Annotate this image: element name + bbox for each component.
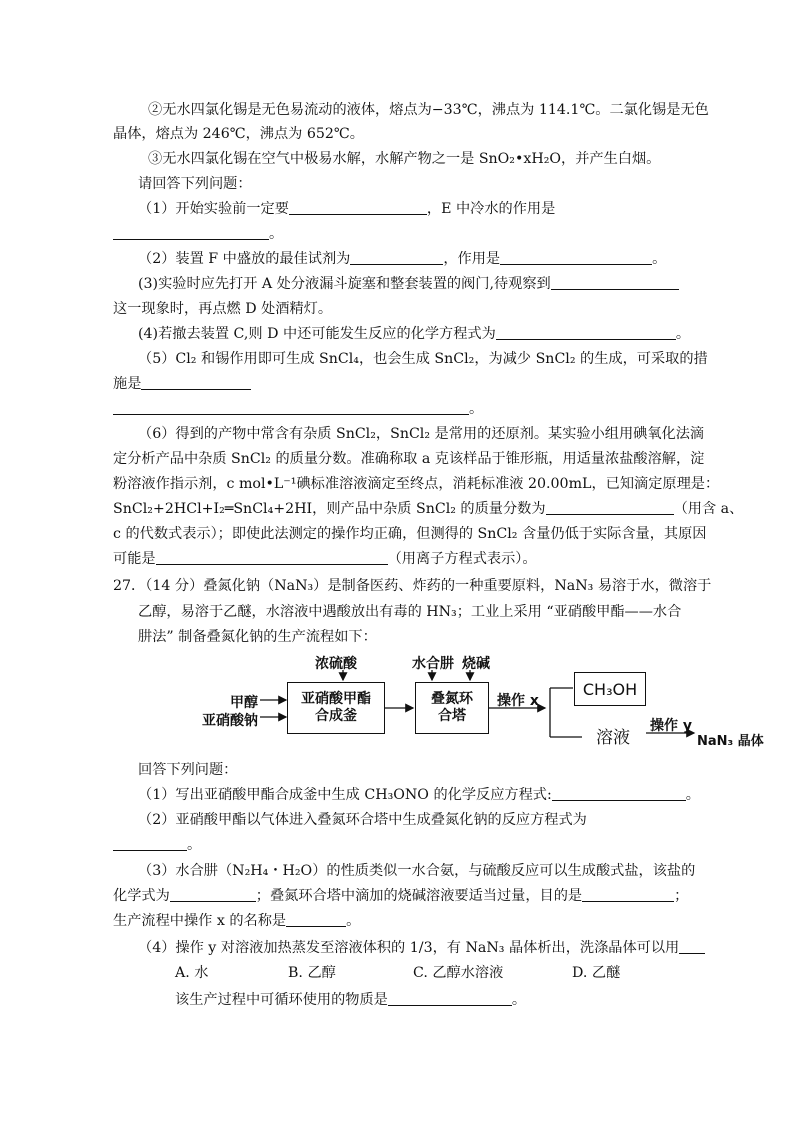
answer-blank[interactable]	[286, 911, 346, 927]
reactor-methyl-nitrite: 亚硝酸甲酯 合成釜	[287, 682, 385, 734]
operation-x-label: 操作 x	[497, 693, 539, 709]
note-2-line-1: ②无水四氯化锡是无色易流动的液体，熔点为−33℃，沸点为 114.1℃。二氯化锡是无色	[148, 102, 709, 118]
answer-blank[interactable]	[156, 549, 388, 565]
answer-blank[interactable]	[552, 785, 686, 801]
answer-blank[interactable]	[546, 499, 674, 515]
answer-blank[interactable]	[141, 374, 251, 390]
q27-part1: （1）写出亚硝酸甲酯合成釜中生成 CH₃ONO 的化学反应方程式: 。	[138, 787, 700, 803]
q27-part4: （4）操作 y 对溶液加热蒸发至溶液体积的 1/3，有 NaN₃ 晶体析出，洗涤晶体可以用	[138, 938, 705, 958]
answer-blank[interactable]	[500, 249, 652, 265]
q27-part4-line2: 该生产过程中可循环使用的物质是 。	[175, 992, 527, 1008]
input-caustic-soda: 烧碱	[462, 656, 490, 672]
q26-part5: （5）Cl₂ 和锡作用即可生成 SnCl₄，也会生成 SnCl₂，为减少 SnCl₂ 的生成，可采取的措	[138, 351, 708, 367]
product-sodium-azide: NaN₃ 晶体	[697, 734, 764, 749]
q27-line2: 乙醇，易溶于乙醚，水溶液中遇酸放出有毒的 HN₃；工业上采用 “亚硝酸甲酯——水合	[138, 604, 682, 620]
option-c[interactable]: C. 乙醇水溶液	[413, 965, 504, 981]
input-conc-sulfuric-acid: 浓硫酸	[315, 656, 357, 672]
answer-blank[interactable]	[113, 399, 469, 415]
q26-part1-cont: 。	[113, 224, 283, 244]
q26-part3: (3)实验时应先打开 A 处分液漏斗旋塞和整套装置的阀门,待观察到	[138, 274, 679, 294]
input-methanol: 甲醇	[230, 695, 258, 711]
answer-blank[interactable]	[350, 249, 443, 265]
q26-part3-cont: 这一现象时，再点燃 D 处酒精灯。	[113, 301, 333, 317]
q27-part3-line1: （3）水合肼（N₂H₄・H₂O）的性质类似一水合氨，与硫酸反应可以生成酸式盐，该盐的	[138, 863, 696, 879]
q27-part3-line3: 生产流程中操作 x 的名称是 。	[113, 913, 361, 929]
answer-blank[interactable]	[679, 938, 705, 954]
answer-prompt: 请回答下列问题：	[138, 176, 252, 192]
input-sodium-nitrite: 亚硝酸钠	[202, 713, 258, 729]
answer-blank[interactable]	[289, 199, 427, 215]
answer-blank[interactable]	[496, 324, 676, 340]
product-methanol-box: CH₃OH	[574, 672, 646, 706]
answer-blank[interactable]	[582, 886, 674, 902]
answer-blank[interactable]	[170, 886, 256, 902]
q26-part6-line2: 定分析产品中杂质 SnCl₂ 的质量分数。准确称取 a 克该样品于锥形瓶，用适量浓盐酸溶解，淀	[113, 451, 705, 467]
q26-part2: （2）装置 F 中盛放的最佳试剂为 ，作用是 。	[138, 251, 667, 267]
input-hydrazine-hydrate: 水合肼	[412, 656, 454, 672]
option-b[interactable]: B. 乙醇	[288, 965, 336, 981]
answer-blank[interactable]	[113, 835, 187, 851]
q27-line1: 27．（14 分）叠氮化钠（NaN₃）是制备医药、炸药的一种重要原料，NaN₃ 易溶于水，微溶于	[113, 578, 712, 594]
q27-answer-prompt: 回答下列问题：	[138, 762, 238, 778]
q27-part2-cont: 。	[113, 835, 201, 855]
option-d[interactable]: D. 乙醚	[572, 965, 621, 981]
q27-part2: （2）亚硝酸甲酯以气体进入叠氮环合塔中生成叠氮化钠的反应方程式为	[138, 812, 587, 828]
q26-part6-line4: SnCl₂+2HCl+I₂═SnCl₄+2HI，则产品中杂质 SnCl₂ 的质量分数为 （用含 a、	[113, 501, 744, 517]
q26-part6-line3: 粉溶液作指示剂，c mol•L⁻¹碘标准溶液滴定至终点，消耗标准液 20.00mL，已知滴定原理是：	[113, 476, 720, 492]
operation-y-label: 操作 y	[650, 718, 692, 734]
q26-part4: (4)若撤去装置 C,则 D 中还可能发生反应的化学方程式为 。	[138, 326, 691, 342]
note-2-line-2: 晶体，熔点为 246℃，沸点为 652℃。	[113, 126, 364, 142]
option-a[interactable]: A. 水	[175, 965, 209, 981]
q27-part3-line2: 化学式为 ；叠氮环合塔中滴加的烧碱溶液要适当过量，目的是 ；	[113, 888, 689, 904]
q26-part1: （1）开始实验前一定要 ，E 中冷水的作用是	[138, 201, 556, 217]
answer-blank[interactable]	[388, 990, 512, 1006]
q26-part5-cont: 施是	[113, 374, 251, 394]
q27-line3: 肼法” 制备叠氮化钠的生产流程如下：	[138, 629, 377, 645]
answer-blank[interactable]	[551, 274, 679, 290]
q26-part6-line6: 可能是 （用离子方程式表示）。	[113, 551, 537, 567]
q26-part6-line1: （6）得到的产物中常含有杂质 SnCl₂，SnCl₂ 是常用的还原剂。某实验小组用碘氧化法滴	[138, 426, 705, 442]
q26-part5-line3: 。	[113, 399, 483, 419]
tower-azide-cyclization: 叠氮环 合塔	[415, 682, 489, 734]
answer-blank[interactable]	[113, 224, 269, 240]
q26-part6-line5: c 的代数式表示）；即使此法测定的操作均正确，但测得的 SnCl₂ 含量仍低于实际含量，其原因	[113, 526, 707, 542]
solution-label: 溶液	[596, 728, 630, 748]
note-3: ③无水四氯化锡在空气中极易水解，水解产物之一是 SnO₂•xH₂O，并产生白烟。	[148, 151, 661, 167]
